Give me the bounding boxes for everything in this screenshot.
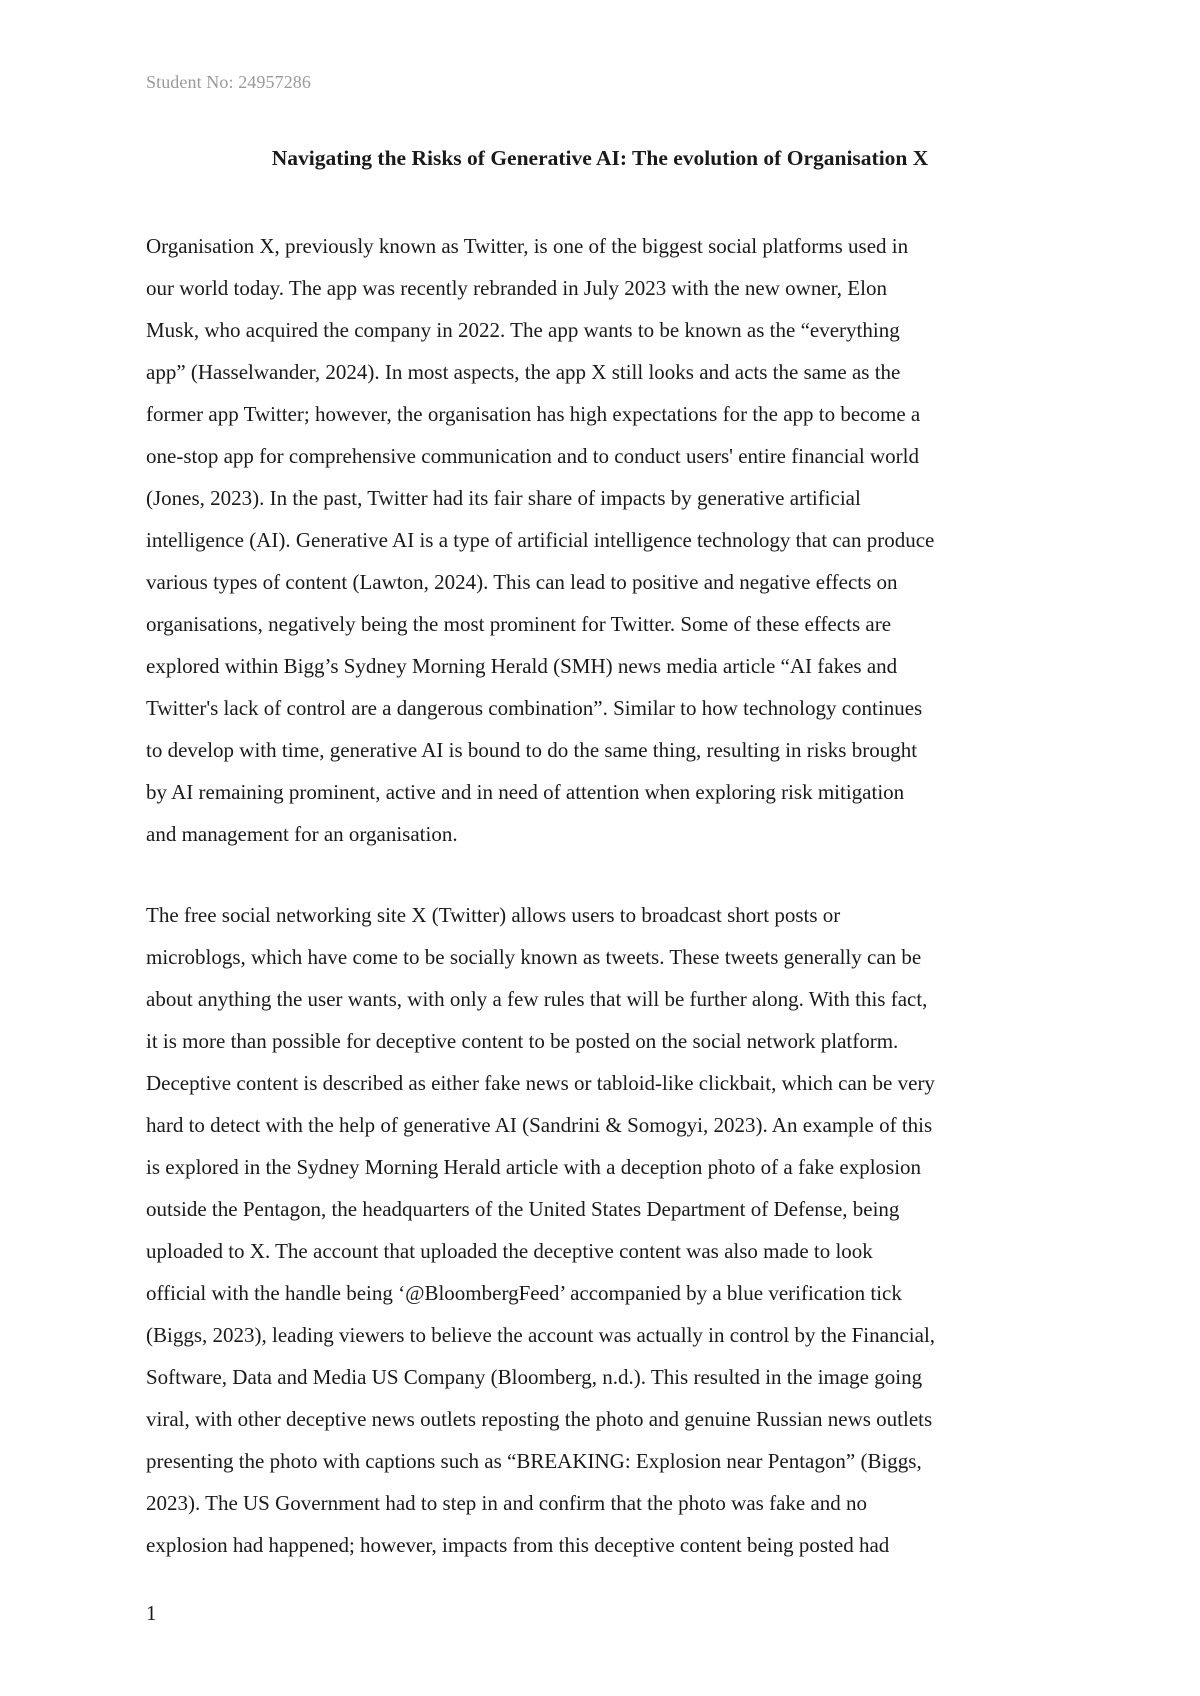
paragraph-line: about anything the user wants, with only a few rules that will be further along. With this fact, [146,987,928,1011]
document-title: Navigating the Risks of Generative AI: The evolution of Organisation X [271,146,929,170]
paragraph-line: Twitter's lack of control are a dangerous combination”. Similar to how technology continues [146,696,923,720]
paragraph-line: viral, with other deceptive news outlets reposting the photo and genuine Russian news outlets [146,1407,933,1431]
paragraph-line: intelligence (AI). Generative AI is a type of artificial intelligence technology that can produce [146,528,935,552]
paragraph-line: and management for an organisation. [146,822,458,846]
paragraph-line: our world today. The app was recently rebranded in July 2023 with the new owner, Elon [146,276,887,300]
paragraph-line: Musk, who acquired the company in 2022. The app wants to be known as the “everything [146,318,900,342]
paragraph-line: (Jones, 2023). In the past, Twitter had its fair share of impacts by generative artificial [146,486,861,510]
paragraph-line: it is more than possible for deceptive content to be posted on the social network platform. [146,1029,899,1053]
page-number: 1 [146,1601,157,1625]
paragraph-line: is explored in the Sydney Morning Herald article with a deception photo of a fake explosion [146,1155,922,1179]
paragraph-line: outside the Pentagon, the headquarters of the United States Department of Defense, being [146,1197,900,1221]
paragraph-line: Software, Data and Media US Company (Bloomberg, n.d.). This resulted in the image going [146,1365,923,1389]
student-number-header: Student No: 24957286 [146,72,312,92]
paragraph-line: to develop with time, generative AI is bound to do the same thing, resulting in risks brought [146,738,918,762]
paragraph-2 [146,894,1076,1566]
paragraph-line: by AI remaining prominent, active and in need of attention when exploring risk mitigation [146,780,905,804]
paragraph-line: (Biggs, 2023), leading viewers to believe the account was actually in control by the Financial, [146,1323,936,1347]
paragraph-1 [146,225,1076,855]
paragraph-line: various types of content (Lawton, 2024). This can lead to positive and negative effects on [146,570,898,594]
paragraph-line: organisations, negatively being the most prominent for Twitter. Some of these effects are [146,612,892,636]
paragraph-line: microblogs, which have come to be socially known as tweets. These tweets generally can be [146,945,922,969]
paragraph-line: former app Twitter; however, the organisation has high expectations for the app to become a [146,402,921,426]
paragraph-line: app” (Hasselwander, 2024). In most aspects, the app X still looks and acts the same as the [146,360,901,384]
paragraph-line: explosion had happened; however, impacts from this deceptive content being posted had [146,1533,890,1557]
paragraph-line: uploaded to X. The account that uploaded the deceptive content was also made to look [146,1239,873,1263]
paragraph-line: 2023). The US Government had to step in and confirm that the photo was fake and no [146,1491,868,1515]
paragraph-line: Organisation X, previously known as Twitter, is one of the biggest social platforms used in [146,234,909,258]
paragraph-line: explored within Bigg’s Sydney Morning Herald (SMH) news media article “AI fakes and [146,654,898,678]
paragraph-line: presenting the photo with captions such as “BREAKING: Explosion near Pentagon” (Biggs, [146,1449,922,1473]
paragraph-line: one-stop app for comprehensive communication and to conduct users' entire financial world [146,444,919,468]
paragraph-line: Deceptive content is described as either fake news or tabloid-like clickbait, which can be very [146,1071,935,1095]
paragraph-line: The free social networking site X (Twitter) allows users to broadcast short posts or [146,903,841,927]
paragraph-line: official with the handle being ‘@BloombergFeed’ accompanied by a blue verification tick [146,1281,902,1305]
paragraph-line: hard to detect with the help of generative AI (Sandrini & Somogyi, 2023). An example of this [146,1113,933,1137]
